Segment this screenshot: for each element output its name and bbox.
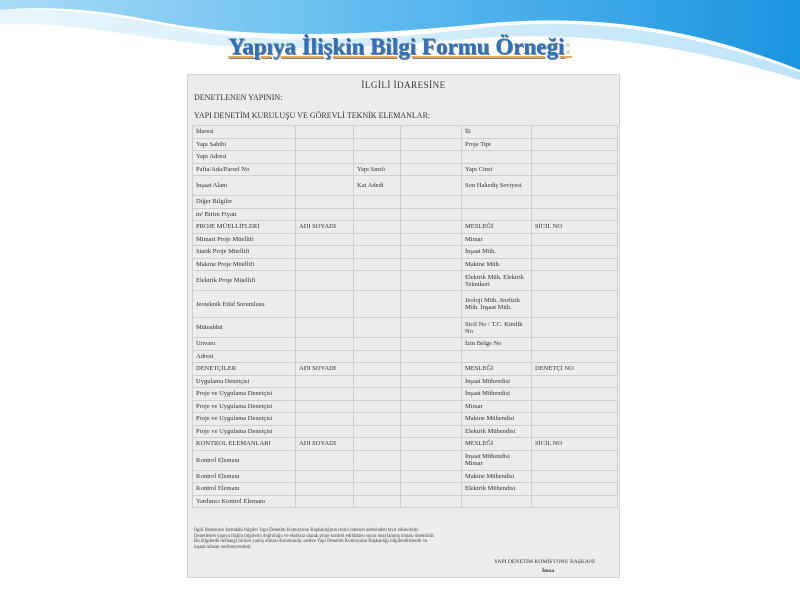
form-cell [401,375,462,388]
form-cell [401,221,462,234]
form-cell: Son Hakediş Seviyesi [462,176,532,196]
page-title-colon: : [564,34,572,59]
form-document [187,74,620,578]
form-cell: Yapı Sahibi [193,138,296,151]
form-row [193,350,618,363]
form-cell [532,483,618,496]
form-cell: İnşaat Mühendisi [462,375,532,388]
form-cell [296,151,354,164]
form-cell [354,438,401,451]
footer-notes [194,528,490,551]
form-cell [296,318,354,338]
form-cell: Yapı Adresi [193,151,296,164]
form-cell [296,400,354,413]
form-cell [532,208,618,221]
form-cell [532,246,618,259]
form-cell: Proje ve Uygulama Denetçisi [193,388,296,401]
form-cell [296,450,354,470]
form-cell: İnşaat Mühendisi [462,388,532,401]
form-cell [296,138,354,151]
form-cell: İli [462,126,532,139]
form-row [193,400,618,413]
form-row [193,338,618,351]
form-cell [354,258,401,271]
form-row [193,258,618,271]
form-cell [532,151,618,164]
form-cell [401,363,462,376]
form-cell [296,233,354,246]
form-cell [462,350,532,363]
form-cell [532,388,618,401]
form-cell [532,163,618,176]
form-cell [401,258,462,271]
form-cell [532,470,618,483]
form-cell [532,196,618,209]
form-cell [401,291,462,318]
form-cell [532,271,618,291]
form-row [193,425,618,438]
form-cell: Makine Mühendisi [462,470,532,483]
form-cell: m² Birim Fiyatı [193,208,296,221]
form-cell [532,138,618,151]
form-row [193,221,618,234]
form-cell [401,318,462,338]
form-cell [296,483,354,496]
form-cell [354,363,401,376]
form-cell [532,495,618,508]
form-cell: MESLEĞİ [462,438,532,451]
form-row [193,483,618,496]
form-row [193,208,618,221]
form-cell [354,350,401,363]
form-cell: Yapı Sınıfı [354,163,401,176]
form-cell [532,233,618,246]
form-cell [296,271,354,291]
form-cell [354,483,401,496]
form-cell: İdaresi [193,126,296,139]
document-heading: İLGİLİ İDARESİNE [361,80,446,90]
form-cell [354,151,401,164]
form-row [193,291,618,318]
signature-label: YAPI DENETİM KOMİSYONU BAŞKANI [494,559,595,565]
form-cell [354,291,401,318]
form-cell: İnşaat Müh. [462,246,532,259]
form-cell [354,338,401,351]
form-cell [401,338,462,351]
form-cell: İzin Belge No [462,338,532,351]
form-cell: ADI SOYADI [296,438,354,451]
form-cell [401,196,462,209]
form-cell [532,318,618,338]
form-cell: KONTROL ELEMANLARI [193,438,296,451]
form-cell [401,176,462,196]
form-row [193,176,618,196]
form-cell [462,495,532,508]
form-cell [296,163,354,176]
form-cell: Elektrik Mühendisi [462,483,532,496]
form-cell: Mimar [462,400,532,413]
form-cell: SİCİL NO [532,438,618,451]
form-cell: Proje ve Uygulama Denetçisi [193,425,296,438]
page-title-text: Yapıya İlişkin Bilgi Formu Örneği [228,34,565,59]
form-cell: Uygulama Denetçisi [193,375,296,388]
form-cell: Sicil No / T.C. Kimlik No [462,318,532,338]
page-title [0,34,800,60]
footer-note: inşaat ruhsatı verilmeyecektir. [194,545,252,551]
form-cell [401,246,462,259]
form-row [193,151,618,164]
form-cell [296,126,354,139]
form-cell [532,425,618,438]
form-cell: Diğer Bilgiler [193,196,296,209]
form-row [193,163,618,176]
form-cell: ADI SOYADI [296,221,354,234]
form-cell [401,163,462,176]
form-cell [296,338,354,351]
form-cell [296,208,354,221]
form-cell: Pafta/Ada/Parsel No [193,163,296,176]
form-cell: Makine Mühendisi [462,413,532,426]
form-cell [401,233,462,246]
footer-note: İlgili İdaresince formdaki bilgiler Yapı Denetim Komisyonu Başkanlığının resmi internet adresinden teyit edilecektir. [194,528,419,533]
form-cell: Statik Proje Müellifi [193,246,296,259]
form-cell [354,388,401,401]
form-cell [296,425,354,438]
form-cell: Elektrik Mühendisi [462,425,532,438]
form-cell [401,450,462,470]
form-cell [354,400,401,413]
form-row [193,375,618,388]
form-row [193,450,618,470]
form-row [193,196,618,209]
form-cell: İnşaat Mühendisi Mimar [462,450,532,470]
form-cell [296,291,354,318]
form-cell: Makine Müh. [462,258,532,271]
form-cell [296,375,354,388]
form-cell: Müteahhit [193,318,296,338]
form-row [193,470,618,483]
form-cell [296,246,354,259]
footer-note: Bu bilgilerde herhangi birinin yanlış olması durumunda, sadece Yapı Denetim Komisyonu Başkanlığı bilgilendirilecek ve [194,539,428,545]
form-cell [354,425,401,438]
form-cell: Proje ve Uygulama Denetçisi [193,413,296,426]
form-cell [296,413,354,426]
form-cell: PROJE MÜELLİFLERİ [193,221,296,234]
form-cell [401,271,462,291]
info-form-table [192,125,618,508]
form-cell [532,375,618,388]
form-cell [296,388,354,401]
form-row [193,271,618,291]
form-cell: DENETÇİLER [193,363,296,376]
form-cell [354,495,401,508]
form-cell: Proje Tipi [462,138,532,151]
form-cell: Kat Adedi [354,176,401,196]
form-cell [354,196,401,209]
form-cell: Proje ve Uygulama Denetçisi [193,400,296,413]
form-cell [296,470,354,483]
form-cell: Elektrik Müh. Elektrik Teknikeri [462,271,532,291]
form-cell [354,375,401,388]
form-cell [354,318,401,338]
form-cell: Kontrol Elemanı [193,483,296,496]
form-cell [296,495,354,508]
form-cell [354,413,401,426]
form-cell [296,258,354,271]
form-cell: MESLEĞİ [462,363,532,376]
form-row [193,495,618,508]
form-cell [401,400,462,413]
form-row [193,438,618,451]
form-cell [462,196,532,209]
form-cell [401,438,462,451]
document-line-denetlenen: DENETLENEN YAPININ: [194,93,283,102]
form-cell [401,483,462,496]
form-cell [354,470,401,483]
form-cell [401,350,462,363]
form-row [193,233,618,246]
form-cell [354,233,401,246]
form-cell: Yardımcı Kontrol Elemanı [193,495,296,508]
form-cell [401,425,462,438]
form-cell [532,400,618,413]
form-cell: Mimar [462,233,532,246]
form-cell [401,470,462,483]
footer-note: Denetlenen yapıya ilişkin bilgilerin doğruluğu ve eksiksiz olarak proje kontrol edildikten sonra onaylanmış olması önemlidir. [194,533,435,539]
form-cell [532,258,618,271]
form-cell: İnşaat Alanı [193,176,296,196]
form-cell [296,196,354,209]
signature-sublabel: İmza [542,568,555,574]
form-cell [532,350,618,363]
form-cell: ADI SOYADI [296,363,354,376]
form-cell [401,413,462,426]
form-row [193,318,618,338]
form-cell: Kontrol Elemanı [193,470,296,483]
form-cell [296,176,354,196]
form-cell [462,208,532,221]
form-cell [354,450,401,470]
form-cell: Makine Proje Müellifi [193,258,296,271]
form-cell: Mimari Proje Müellifi [193,233,296,246]
form-row [193,246,618,259]
form-cell: SİCİL NO [532,221,618,234]
form-cell [532,338,618,351]
form-row [193,413,618,426]
form-cell [296,350,354,363]
form-cell: Kontrol Elemanı [193,450,296,470]
form-cell [401,151,462,164]
form-cell [401,495,462,508]
document-line-kurulus: YAPI DENETİM KURULUŞU VE GÖREVLİ TEKNİK ELEMANLAR: [194,111,431,120]
form-cell: MESLEĞİ [462,221,532,234]
form-cell: Unvanı [193,338,296,351]
form-cell: Jeoteknik Etüd Sorumlusu [193,291,296,318]
form-cell [401,388,462,401]
form-cell [401,208,462,221]
form-cell [354,221,401,234]
form-cell [354,208,401,221]
info-form-body [193,126,618,508]
form-cell [401,126,462,139]
form-row [193,363,618,376]
form-cell [354,126,401,139]
form-cell: Yapı Cinsi [462,163,532,176]
form-cell [532,291,618,318]
form-cell [532,413,618,426]
form-cell [532,176,618,196]
form-row [193,388,618,401]
form-cell [354,271,401,291]
form-cell [532,126,618,139]
form-cell [354,138,401,151]
form-row [193,138,618,151]
form-cell [532,450,618,470]
form-row [193,126,618,139]
form-cell [401,138,462,151]
form-cell: Adresi [193,350,296,363]
form-cell: Jeoloji Müh. Jeofizik Müh. İnşaat Müh. [462,291,532,318]
form-cell [354,246,401,259]
form-cell [462,151,532,164]
form-cell: DENETÇİ NO [532,363,618,376]
form-cell: Elektrik Proje Müellifi [193,271,296,291]
